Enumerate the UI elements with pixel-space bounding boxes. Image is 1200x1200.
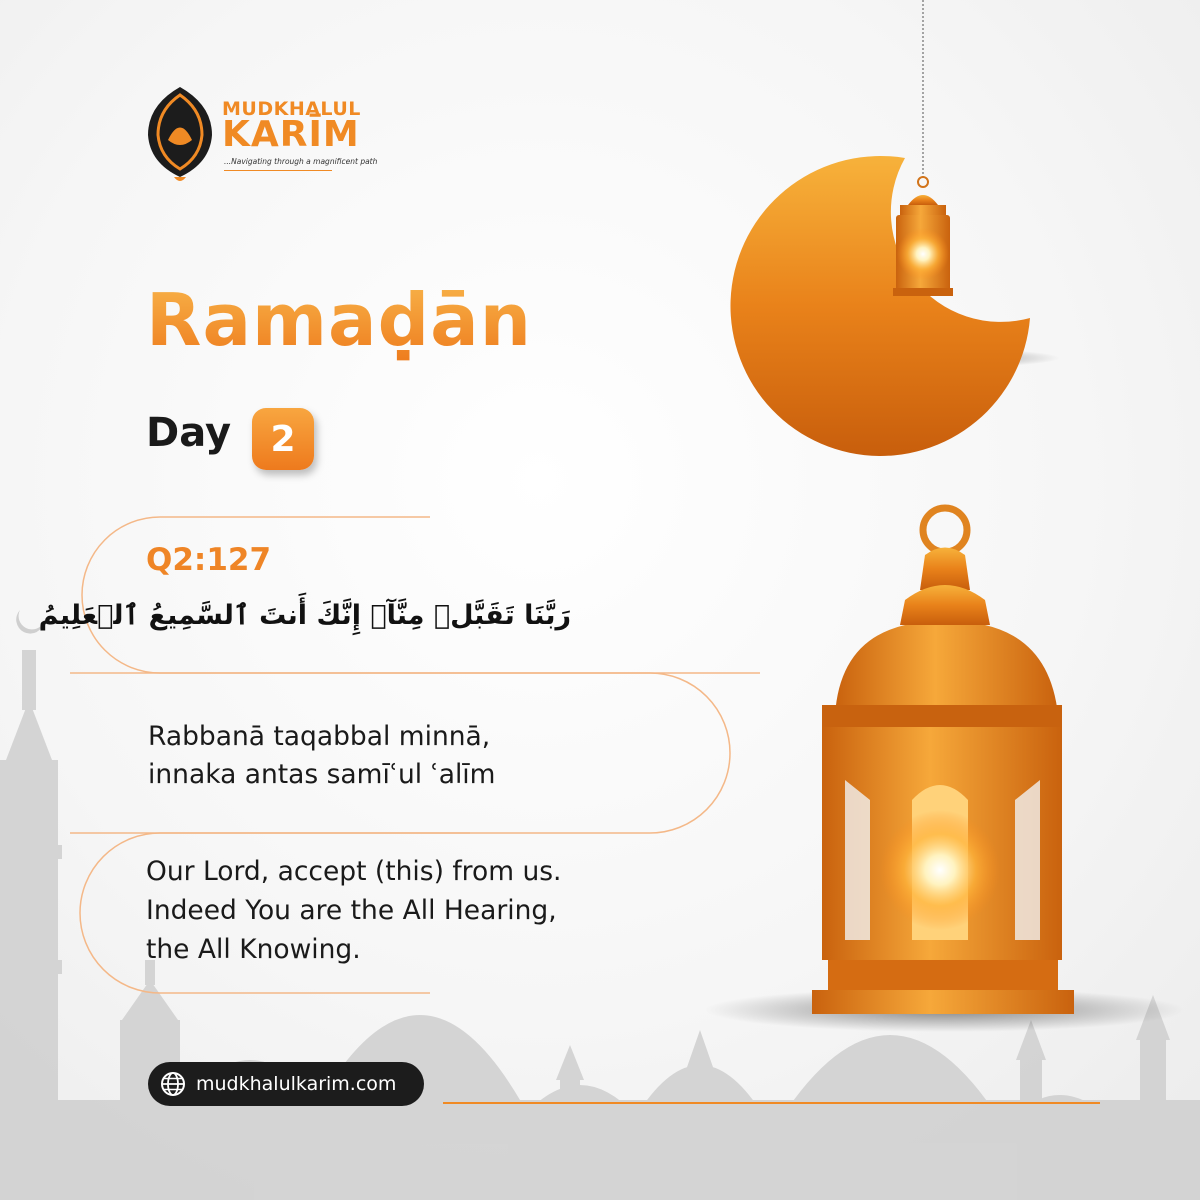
translation-line: the All Knowing. bbox=[146, 934, 361, 965]
translation-line: Indeed You are the All Hearing, bbox=[146, 895, 557, 926]
page-title: Ramaḍān bbox=[146, 278, 533, 362]
website-link[interactable] bbox=[148, 1062, 424, 1106]
verse-transliteration bbox=[148, 718, 496, 794]
day-number-badge: 2 bbox=[252, 408, 314, 470]
crescent-moon-icon bbox=[730, 156, 1060, 456]
translation-line: Our Lord, accept (this) from us. bbox=[146, 856, 562, 887]
transliteration-line: innaka antas samīʿul ʿalīm bbox=[148, 759, 496, 790]
verse-translation bbox=[146, 852, 561, 969]
day-label: Day bbox=[146, 410, 232, 456]
brand-tagline: ...Navigating through a magnificent path bbox=[224, 157, 378, 166]
tagline-underline bbox=[224, 170, 332, 171]
verse-arabic: رَبَّنَا تَقَبَّلۡ مِنَّآۖ إِنَّكَ أَنتَ ٱلسَّمِيعُ ٱلۡعَلِيمُ bbox=[38, 600, 571, 631]
transliteration-line: Rabbanā taqabbal minnā, bbox=[148, 721, 491, 752]
lantern-icon bbox=[705, 508, 1185, 1032]
brand-name-top: MUDKHALUL bbox=[222, 98, 361, 120]
verse-reference: Q2:127 bbox=[146, 542, 272, 578]
website-url: mudkhalulkarim.com bbox=[196, 1073, 397, 1095]
brand-name-main: KARĪM bbox=[222, 114, 360, 155]
hanging-lantern-icon bbox=[893, 177, 953, 296]
bottom-divider bbox=[443, 1102, 1100, 1104]
globe-icon bbox=[160, 1071, 186, 1097]
